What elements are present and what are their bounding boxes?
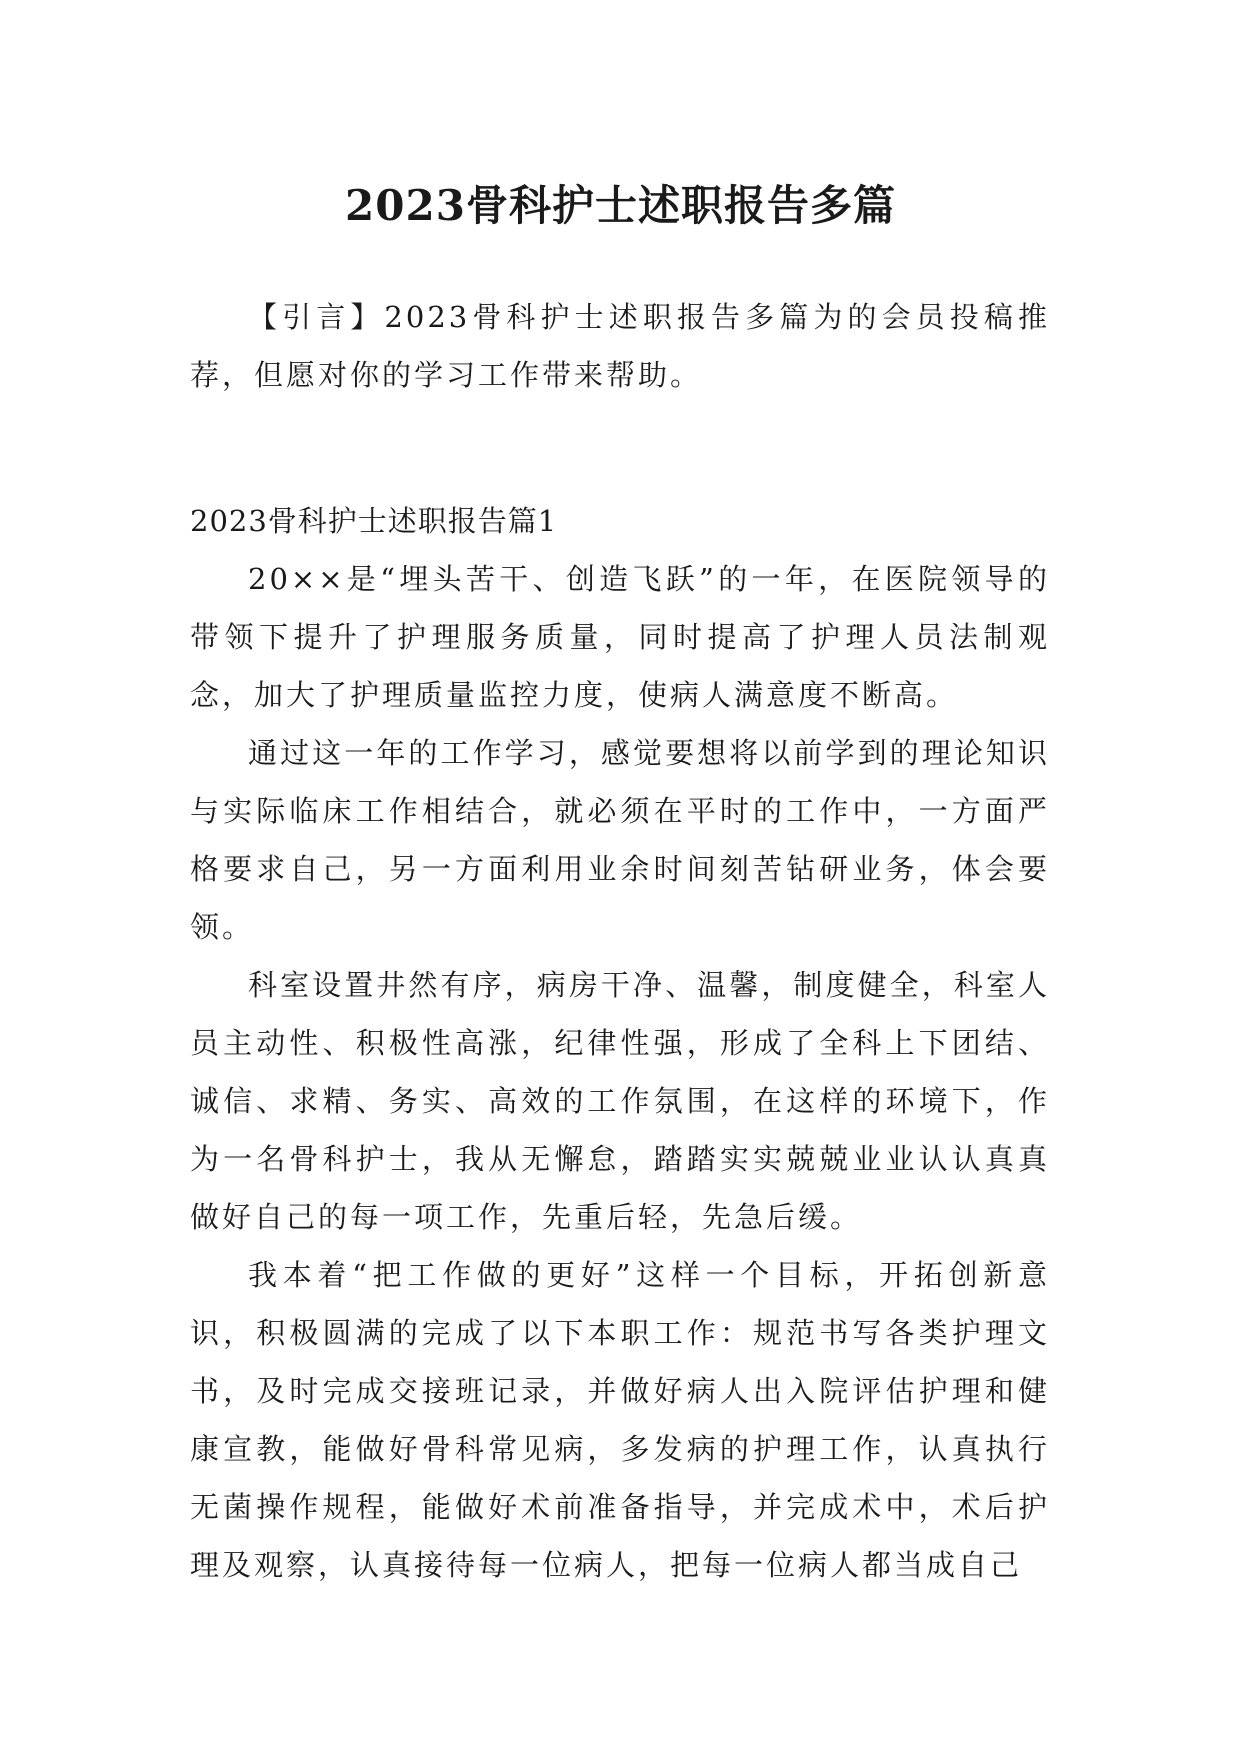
section-heading: 2023骨科护士述职报告篇1: [190, 504, 558, 538]
body-paragraph-4: 我本着“把工作做的更好”这样一个目标，开拓创新意识，积极圆满的完成了以下本职工作：规范书写各类护理文书，及时完成交接班记录，并做好病人出入院评估护理和健康宣教，能做好骨科常见病，多发病的护理工作，认真执行无菌操作规程，能做好术前准备指导，并完成术中，术后护理及观察，认真接待每一位病人，把每一位病人都当成自己: [190, 1258, 1050, 1582]
document-body: [190, 288, 1050, 1594]
body-paragraph-1: 20××是“埋头苦干、创造飞跃”的一年，在医院领导的带领下提升了护理服务质量，同时提高了护理人员法制观念，加大了护理质量监控力度，使病人满意度不断高。: [190, 562, 1050, 712]
intro-paragraph: 【引言】2023骨科护士述职报告多篇为的会员投稿推荐，但愿对你的学习工作带来帮助。: [190, 300, 1050, 392]
document-title: 2023骨科护士述职报告多篇: [345, 181, 896, 231]
body-paragraph-3: 科室设置井然有序，病房干净、温馨，制度健全，科室人员主动性、积极性高涨，纪律性强，形成了全科上下团结、诚信、求精、务实、高效的工作氛围，在这样的环境下，作为一名骨科护士，我从无懈怠，踏踏实实兢兢业业认认真真做好自己的每一项工作，先重后轻，先急后缓。: [190, 968, 1050, 1234]
body-paragraph-2: 通过这一年的工作学习，感觉要想将以前学到的理论知识与实际临床工作相结合，就必须在平时的工作中，一方面严格要求自己，另一方面利用业余时间刻苦钻研业务，体会要领。: [190, 736, 1050, 944]
